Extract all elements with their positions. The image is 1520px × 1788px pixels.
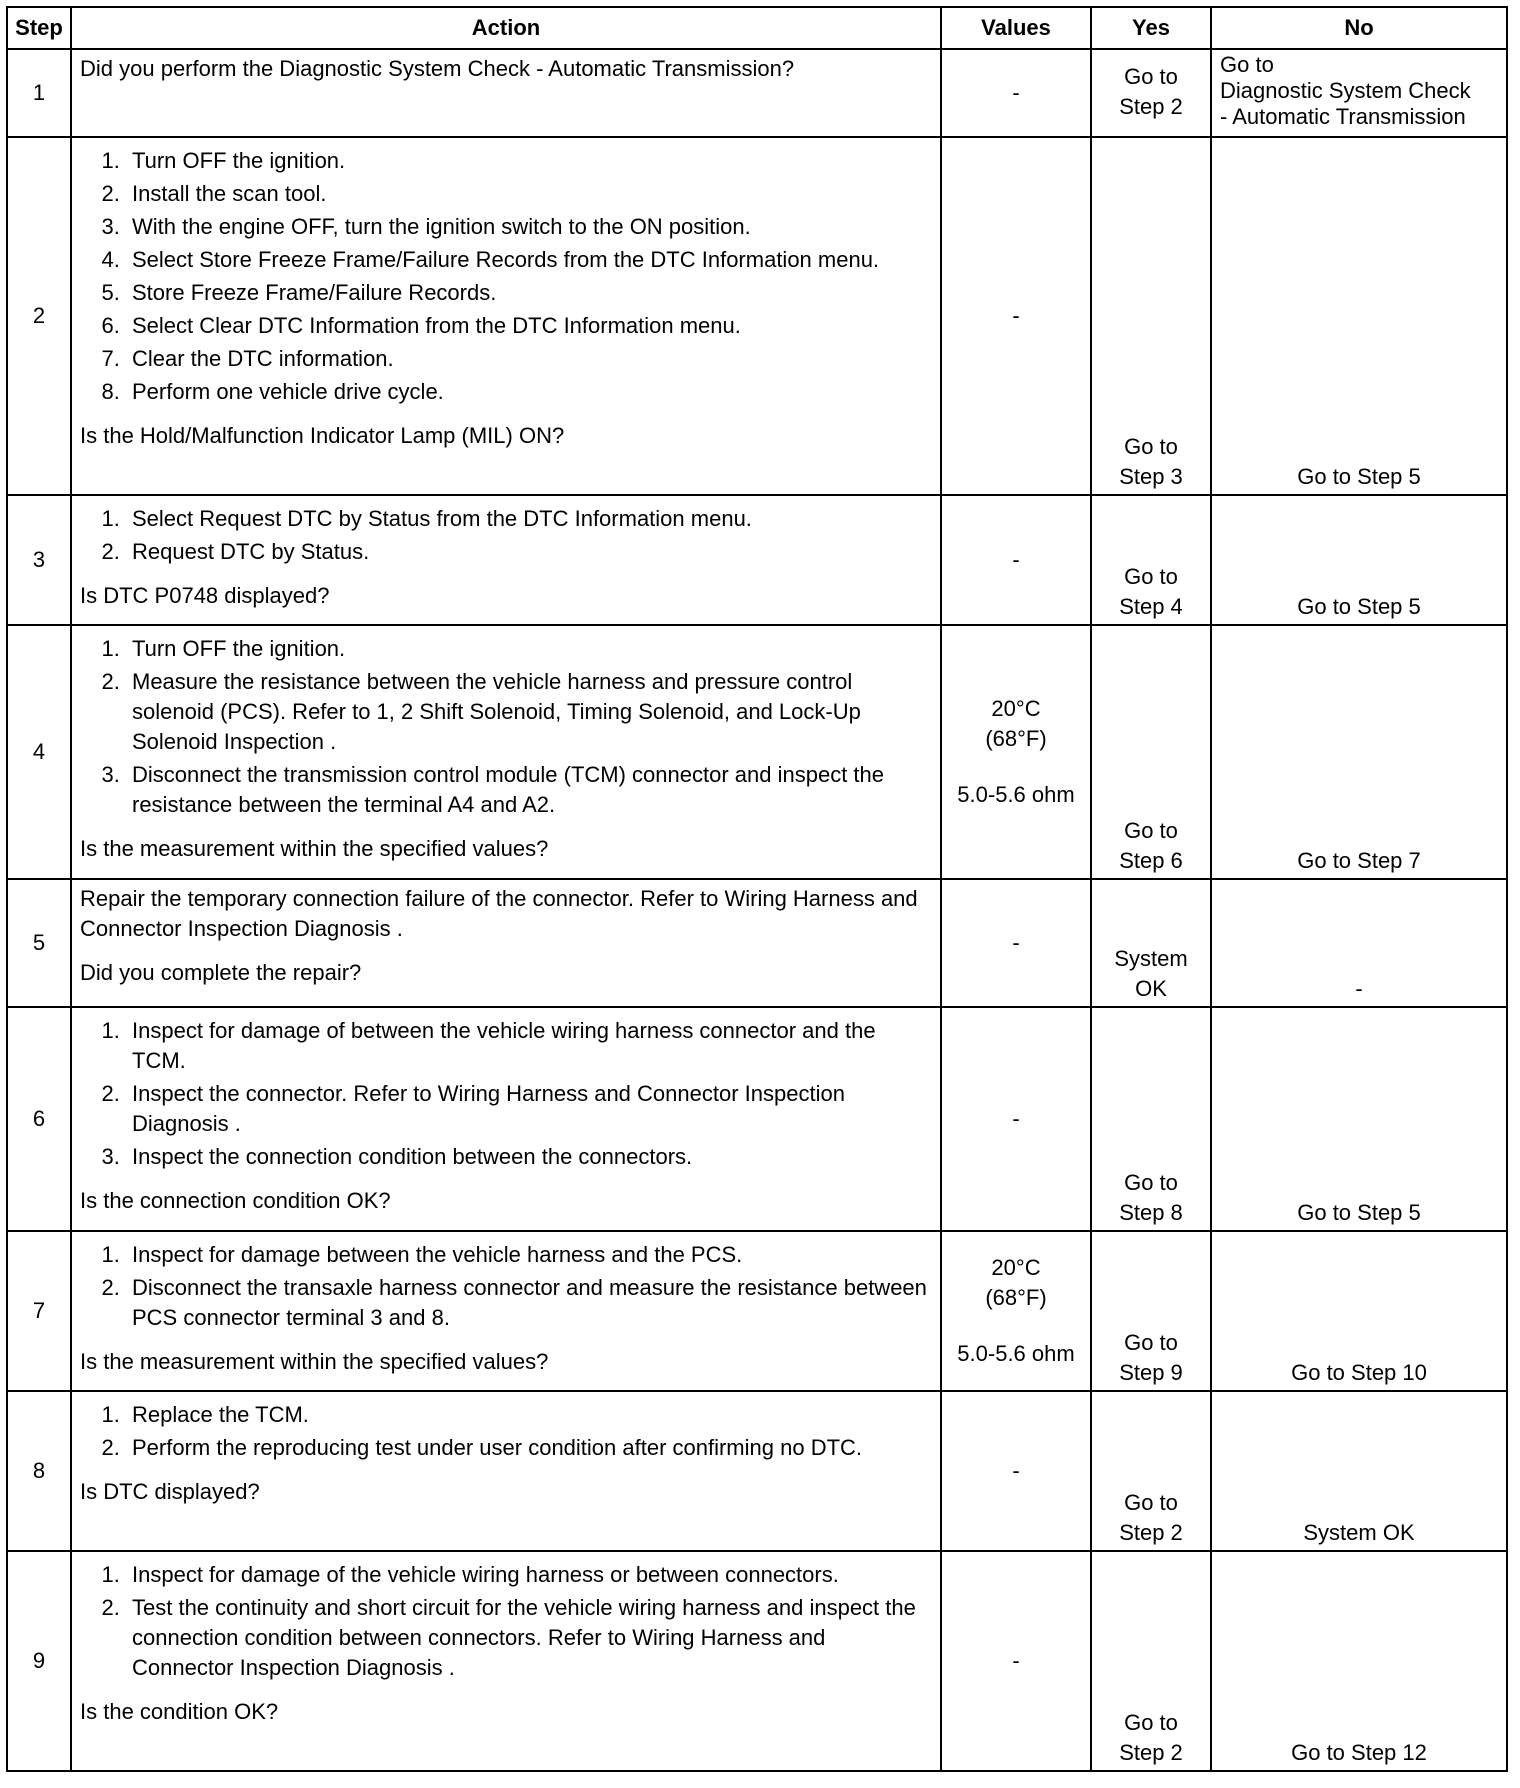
yes-line: Step 2 bbox=[1119, 1520, 1183, 1545]
action-step: 1. Inspect for damage of the vehicle wiring harness or between connectors. bbox=[126, 1560, 932, 1590]
no-cell: - bbox=[1211, 879, 1507, 1007]
action-step: 3. With the engine OFF, turn the ignition switch to the ON position. bbox=[126, 212, 932, 242]
yes-line: Go to bbox=[1124, 1170, 1178, 1195]
step-number: 9 bbox=[7, 1551, 71, 1771]
values-gap bbox=[942, 1313, 1090, 1339]
action-steps bbox=[80, 1240, 932, 1333]
action-steps bbox=[80, 634, 932, 820]
action-step: 3. Inspect the connection condition between the connectors. bbox=[126, 1142, 932, 1172]
action-text: Did you perform the Diagnostic System Check - Automatic Transmission? bbox=[80, 56, 795, 81]
yes-line: Step 8 bbox=[1119, 1200, 1183, 1225]
values-line: 20°C bbox=[991, 696, 1041, 721]
action-cell bbox=[71, 49, 941, 137]
yes-line: Step 4 bbox=[1119, 594, 1183, 619]
values-cell: - bbox=[941, 495, 1091, 625]
values-cell: - bbox=[941, 879, 1091, 1007]
action-step: 2. Disconnect the transaxle harness connector and measure the resistance between PCS connector terminal 3 and 8. bbox=[126, 1273, 932, 1333]
table-row bbox=[7, 625, 1507, 879]
table-row bbox=[7, 495, 1507, 625]
yes-line: Step 6 bbox=[1119, 848, 1183, 873]
values-gap bbox=[942, 754, 1090, 780]
action-steps bbox=[80, 146, 932, 407]
yes-line: Go to bbox=[1124, 1330, 1178, 1355]
action-steps bbox=[80, 1016, 932, 1172]
header-row bbox=[7, 7, 1507, 49]
step-number: 1 bbox=[7, 49, 71, 137]
action-question: Is DTC P0748 displayed? bbox=[80, 583, 330, 608]
action-step: 3. Disconnect the transmission control module (TCM) connector and inspect the resistance between the terminal A4 and A2. bbox=[126, 760, 932, 820]
yes-cell bbox=[1091, 495, 1211, 625]
values-line: 5.0-5.6 ohm bbox=[957, 782, 1075, 807]
yes-cell bbox=[1091, 1007, 1211, 1231]
yes-line: Go to bbox=[1124, 434, 1178, 459]
step-number: 8 bbox=[7, 1391, 71, 1551]
yes-line: Go to bbox=[1124, 1490, 1178, 1515]
diagnostic-table bbox=[6, 6, 1508, 1772]
yes-line: Step 2 bbox=[1119, 1740, 1183, 1765]
action-step: 2. Request DTC by Status. bbox=[126, 537, 932, 567]
yes-line: Go to bbox=[1124, 64, 1178, 89]
no-cell: Go to Step 10 bbox=[1211, 1231, 1507, 1391]
action-step: 4. Select Store Freeze Frame/Failure Records from the DTC Information menu. bbox=[126, 245, 932, 275]
values-cell bbox=[941, 625, 1091, 879]
action-step: 1. Replace the TCM. bbox=[126, 1400, 932, 1430]
values-cell: - bbox=[941, 137, 1091, 495]
header-step: Step bbox=[7, 7, 71, 49]
table-row bbox=[7, 1231, 1507, 1391]
values-cell bbox=[941, 1231, 1091, 1391]
table-row bbox=[7, 137, 1507, 495]
no-cell: Go to Step 12 bbox=[1211, 1551, 1507, 1771]
action-cell bbox=[71, 495, 941, 625]
action-text: Repair the temporary connection failure of the connector. Refer to Wiring Harness and Connector Inspection Diagnosis . bbox=[80, 886, 918, 941]
no-line: Go to bbox=[1220, 52, 1274, 77]
action-cell bbox=[71, 1391, 941, 1551]
step-number: 6 bbox=[7, 1007, 71, 1231]
action-question: Is the condition OK? bbox=[80, 1699, 279, 1724]
yes-line: Step 3 bbox=[1119, 464, 1183, 489]
yes-line: Step 2 bbox=[1119, 94, 1183, 119]
yes-line: Go to bbox=[1124, 564, 1178, 589]
header-no: No bbox=[1211, 7, 1507, 49]
no-cell: System OK bbox=[1211, 1391, 1507, 1551]
values-line: 5.0-5.6 ohm bbox=[957, 1341, 1075, 1366]
action-step: 2. Install the scan tool. bbox=[126, 179, 932, 209]
yes-line: OK bbox=[1135, 976, 1167, 1001]
action-step: 2. Test the continuity and short circuit for the vehicle wiring harness and inspect the connection condition between connectors. Refer to Wiring Harness and Connector Inspection Diagnosis . bbox=[126, 1593, 932, 1683]
values-line: (68°F) bbox=[985, 726, 1047, 751]
action-steps bbox=[80, 504, 932, 567]
action-step: 2. Perform the reproducing test under user condition after confirming no DTC. bbox=[126, 1433, 932, 1463]
no-line: - Automatic Transmission bbox=[1220, 104, 1466, 129]
header-action: Action bbox=[71, 7, 941, 49]
action-step: 1. Inspect for damage of between the vehicle wiring harness connector and the TCM. bbox=[126, 1016, 932, 1076]
yes-line: System bbox=[1114, 946, 1188, 971]
action-steps bbox=[80, 1560, 932, 1683]
header-values: Values bbox=[941, 7, 1091, 49]
action-step: 1. Inspect for damage between the vehicle harness and the PCS. bbox=[126, 1240, 932, 1270]
table-row bbox=[7, 1551, 1507, 1771]
values-cell: - bbox=[941, 1007, 1091, 1231]
no-cell: Go to Step 7 bbox=[1211, 625, 1507, 879]
action-question: Is DTC displayed? bbox=[80, 1479, 260, 1504]
values-cell: - bbox=[941, 1391, 1091, 1551]
table-row bbox=[7, 1391, 1507, 1551]
action-question: Is the connection condition OK? bbox=[80, 1188, 391, 1213]
table-row bbox=[7, 49, 1507, 137]
no-cell bbox=[1211, 49, 1507, 137]
action-question: Is the Hold/Malfunction Indicator Lamp (MIL) ON? bbox=[80, 423, 565, 448]
yes-line: Go to bbox=[1124, 818, 1178, 843]
yes-cell bbox=[1091, 49, 1211, 137]
action-question: Did you complete the repair? bbox=[80, 960, 362, 985]
action-step: 8. Perform one vehicle drive cycle. bbox=[126, 377, 932, 407]
yes-line: Step 9 bbox=[1119, 1360, 1183, 1385]
yes-cell bbox=[1091, 1551, 1211, 1771]
table-row bbox=[7, 879, 1507, 1007]
action-cell bbox=[71, 879, 941, 1007]
action-step: 7. Clear the DTC information. bbox=[126, 344, 932, 374]
action-question: Is the measurement within the specified values? bbox=[80, 836, 549, 861]
action-step: 1. Select Request DTC by Status from the DTC Information menu. bbox=[126, 504, 932, 534]
action-question: Is the measurement within the specified values? bbox=[80, 1349, 549, 1374]
no-line: Diagnostic System Check bbox=[1220, 78, 1471, 103]
action-steps bbox=[80, 1400, 932, 1463]
action-step: 1. Turn OFF the ignition. bbox=[126, 634, 932, 664]
step-number: 3 bbox=[7, 495, 71, 625]
yes-cell bbox=[1091, 625, 1211, 879]
values-cell: - bbox=[941, 1551, 1091, 1771]
action-step: 2. Inspect the connector. Refer to Wiring Harness and Connector Inspection Diagnosis . bbox=[126, 1079, 932, 1139]
step-number: 2 bbox=[7, 137, 71, 495]
action-cell bbox=[71, 1231, 941, 1391]
action-step: 5. Store Freeze Frame/Failure Records. bbox=[126, 278, 932, 308]
no-cell: Go to Step 5 bbox=[1211, 495, 1507, 625]
step-number: 5 bbox=[7, 879, 71, 1007]
header-yes: Yes bbox=[1091, 7, 1211, 49]
action-cell bbox=[71, 625, 941, 879]
yes-cell bbox=[1091, 879, 1211, 1007]
action-step: 1. Turn OFF the ignition. bbox=[126, 146, 932, 176]
no-cell: Go to Step 5 bbox=[1211, 137, 1507, 495]
values-line: (68°F) bbox=[985, 1285, 1047, 1310]
values-cell: - bbox=[941, 49, 1091, 137]
values-line: 20°C bbox=[991, 1255, 1041, 1280]
yes-cell bbox=[1091, 137, 1211, 495]
no-cell: Go to Step 5 bbox=[1211, 1007, 1507, 1231]
action-step: 2. Measure the resistance between the vehicle harness and pressure control solenoid (PCS). Refer to 1, 2 Shift Solenoid, Timing Solenoid, and Lock-Up Solenoid Inspection . bbox=[126, 667, 932, 757]
action-cell bbox=[71, 1551, 941, 1771]
yes-cell bbox=[1091, 1391, 1211, 1551]
action-cell bbox=[71, 1007, 941, 1231]
table-row bbox=[7, 1007, 1507, 1231]
action-cell bbox=[71, 137, 941, 495]
step-number: 7 bbox=[7, 1231, 71, 1391]
yes-line: Go to bbox=[1124, 1710, 1178, 1735]
step-number: 4 bbox=[7, 625, 71, 879]
action-step: 6. Select Clear DTC Information from the DTC Information menu. bbox=[126, 311, 932, 341]
yes-cell bbox=[1091, 1231, 1211, 1391]
